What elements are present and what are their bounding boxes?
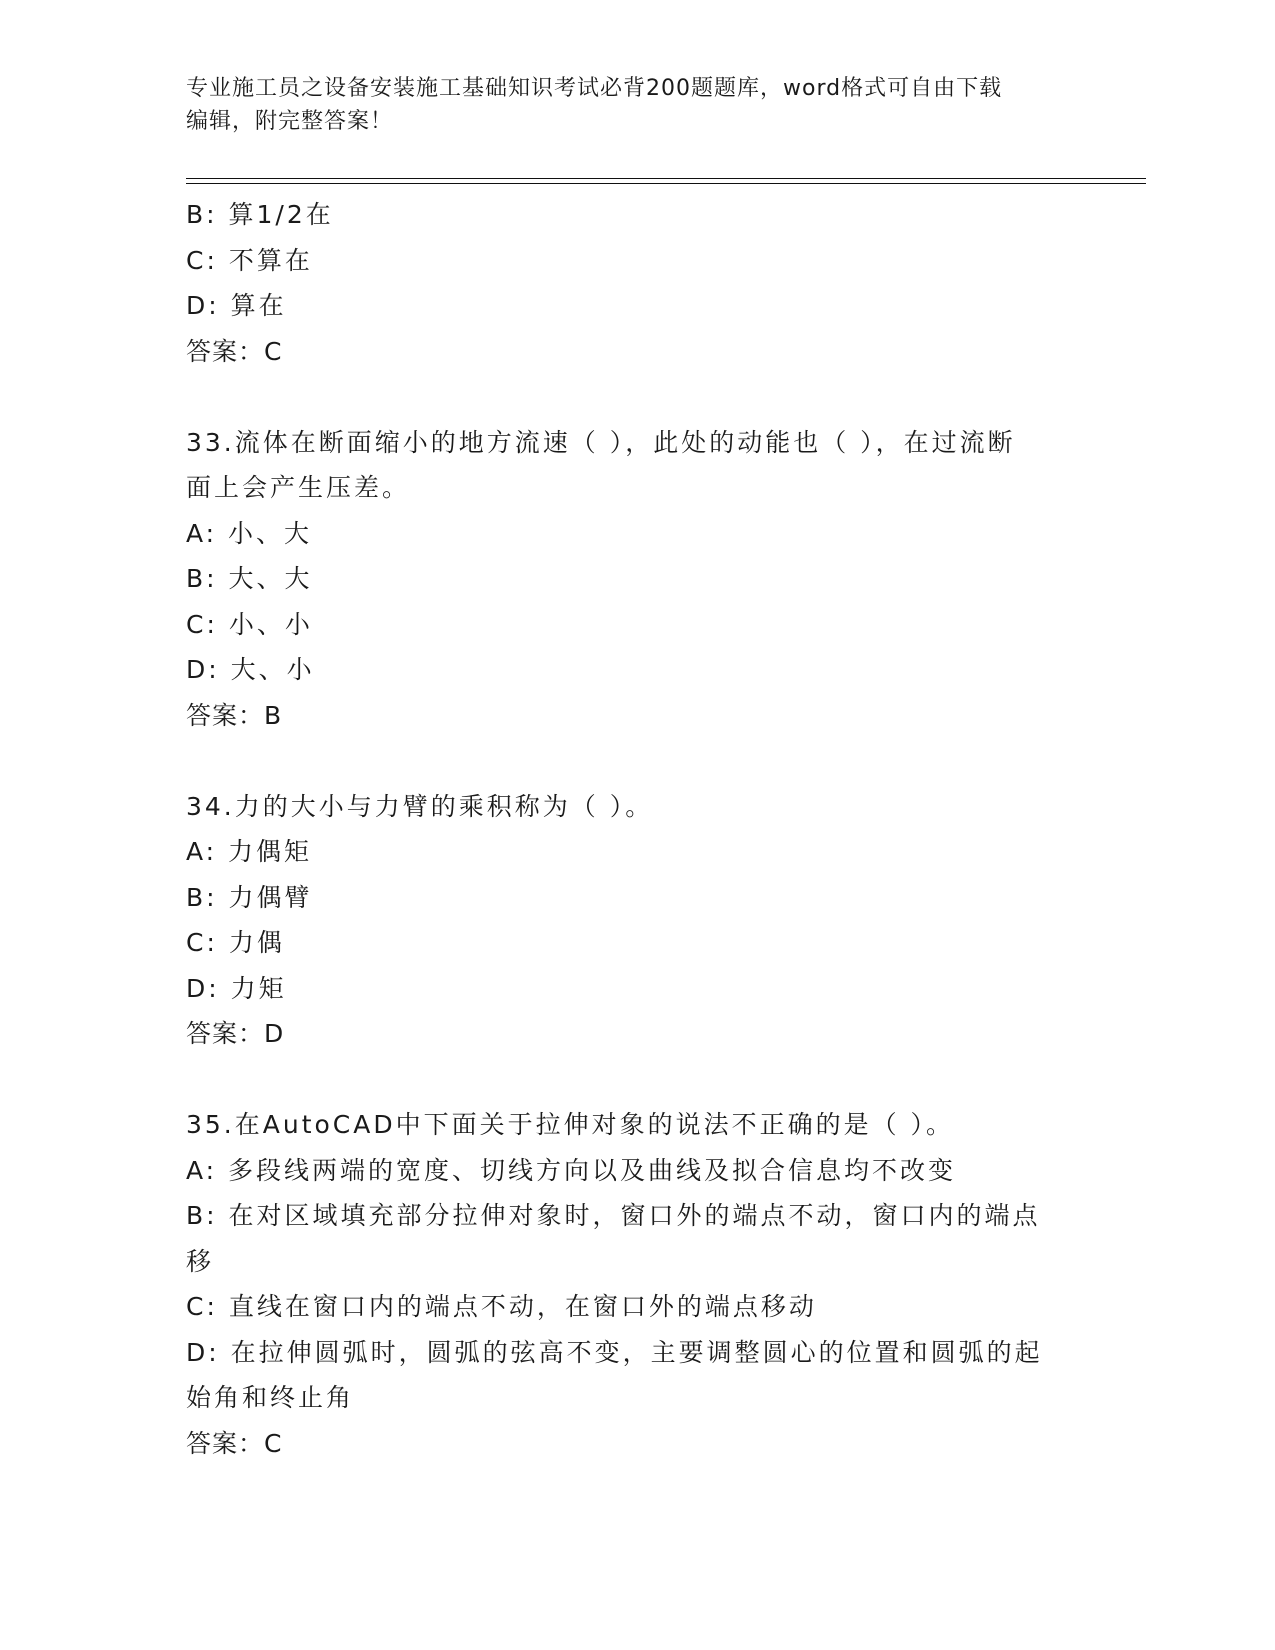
answer: 答案：B	[186, 700, 283, 730]
option-c: C: 小、小	[186, 609, 313, 639]
header-divider-bottom	[186, 183, 1146, 184]
option-b-line-1: B: 在对区域填充部分拉伸对象时，窗口外的端点不动，窗口内的端点	[186, 1201, 1041, 1230]
option-a: A: 小、大	[186, 518, 313, 548]
header-divider-top	[186, 178, 1146, 179]
answer: 答案：C	[186, 336, 283, 366]
question-stem: 35.在AutoCAD中下面关于拉伸对象的说法不正确的是（ ）。	[186, 1110, 955, 1139]
option-d-line-1: D: 在拉伸圆弧时，圆弧的弦高不变，主要调整圆心的位置和圆弧的起	[186, 1337, 1043, 1367]
question-32-tail	[186, 192, 1086, 374]
answer: 答案：C	[186, 1428, 283, 1458]
question-34	[186, 784, 1086, 1057]
question-list	[186, 192, 1086, 1466]
header-title-line-2: 编辑，附完整答案！	[186, 109, 394, 134]
spacer	[186, 1057, 1086, 1103]
option-d: D: 力矩	[186, 973, 287, 1003]
spacer	[186, 374, 1086, 420]
option-c: C: 力偶	[186, 928, 285, 957]
question-stem: 34.力的大小与力臂的乘积称为（ ）。	[186, 791, 654, 821]
question-35	[186, 1102, 1086, 1466]
document-header	[186, 72, 1086, 138]
option-c: C: 直线在窗口内的端点不动，在窗口外的端点移动	[186, 1292, 817, 1321]
question-33	[186, 420, 1086, 739]
question-stem-line-1: 33.流体在断面缩小的地方流速（ ），此处的动能也（ ），在过流断	[186, 427, 1016, 457]
option-d: D: 算在	[186, 291, 287, 320]
option-a: A: 力偶矩	[186, 837, 313, 866]
option-b: B: 大、大	[186, 564, 313, 593]
option-b: B: 力偶臂	[186, 882, 313, 912]
option-c: C: 不算在	[186, 245, 313, 275]
option-b: B: 算1/2在	[186, 200, 334, 229]
header-title-line-1: 专业施工员之设备安装施工基础知识考试必背200题题库，word格式可自由下载	[186, 76, 1003, 101]
option-d: D: 大、小	[186, 655, 315, 684]
answer: 答案：D	[186, 1019, 285, 1048]
question-stem-line-2: 面上会产生压差。	[186, 473, 411, 502]
option-a: A: 多段线两端的宽度、切线方向以及曲线及拟合信息均不改变	[186, 1155, 957, 1185]
option-b-line-2: 移	[186, 1246, 215, 1276]
spacer	[186, 738, 1086, 784]
option-d-line-2: 始角和终止角	[186, 1383, 355, 1412]
